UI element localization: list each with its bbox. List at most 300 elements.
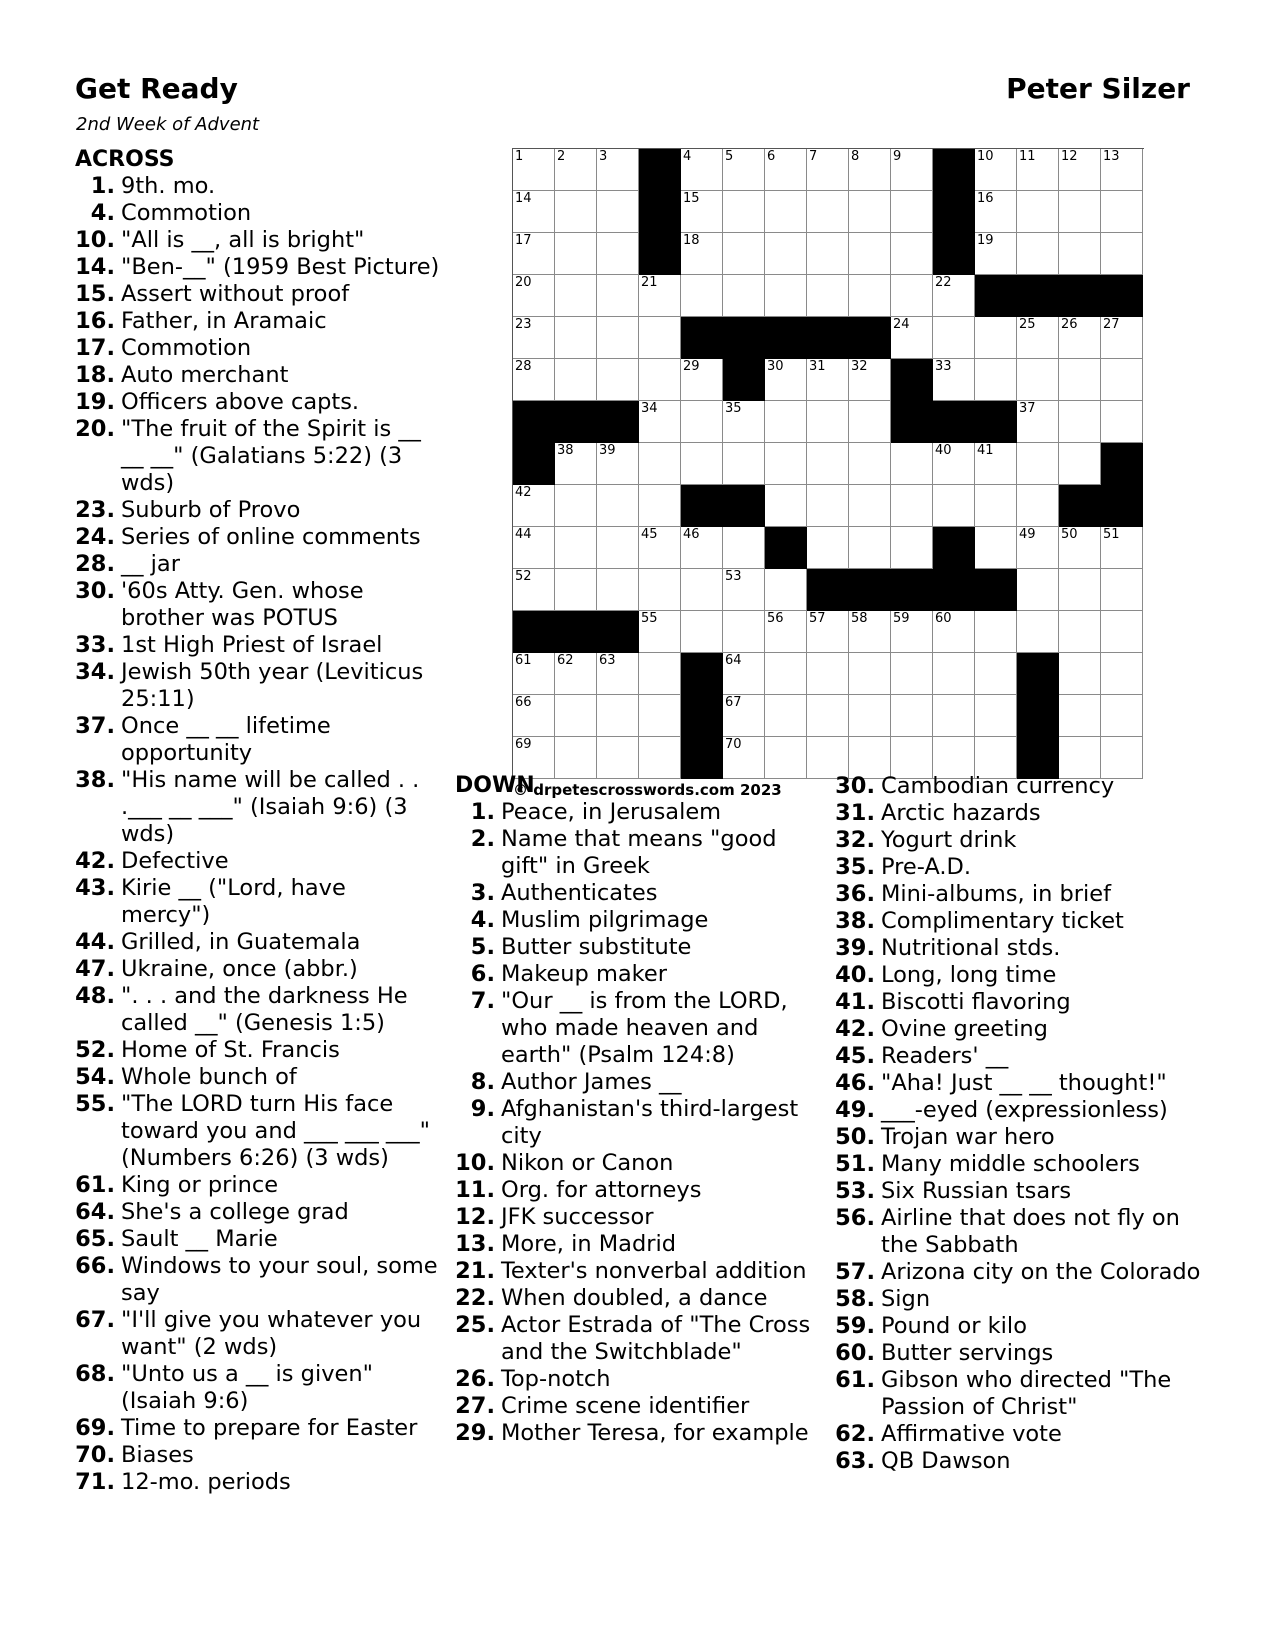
clue [75, 1469, 440, 1496]
grid-cell[interactable] [639, 443, 681, 485]
black-square [975, 275, 1017, 317]
grid-cell[interactable] [765, 359, 807, 401]
grid-cell[interactable] [723, 233, 765, 275]
grid-cell[interactable] [1017, 317, 1059, 359]
black-square [1017, 653, 1059, 695]
grid-cell[interactable] [849, 485, 891, 527]
grid-cell[interactable] [849, 233, 891, 275]
clue [835, 989, 1210, 1016]
grid-cell[interactable] [1017, 191, 1059, 233]
cell-number: 63 [599, 653, 616, 668]
grid-cell[interactable] [681, 359, 723, 401]
grid-cell[interactable] [1101, 359, 1143, 401]
grid-cell[interactable] [1059, 611, 1101, 653]
clue-number: 20. [75, 416, 115, 442]
cell-number: 29 [683, 359, 700, 374]
grid-cell[interactable] [555, 569, 597, 611]
cell-number: 52 [515, 569, 532, 584]
grid-cell[interactable] [891, 443, 933, 485]
clue-number: 50. [835, 1124, 875, 1150]
clue-number: 45. [835, 1043, 875, 1069]
grid-cell[interactable] [1017, 443, 1059, 485]
grid-cell[interactable] [1101, 653, 1143, 695]
clue [835, 1097, 1210, 1124]
grid-cell[interactable] [597, 653, 639, 695]
grid-cell[interactable] [555, 275, 597, 317]
clue-number: 71. [75, 1469, 115, 1495]
cell-number: 19 [977, 233, 994, 248]
grid-cell[interactable] [1017, 485, 1059, 527]
grid-cell[interactable] [723, 149, 765, 191]
clue-text: Actor Estrada of "The Cross and the Switchblade" [501, 1312, 811, 1365]
grid-cell[interactable] [639, 317, 681, 359]
clue-number: 36. [835, 881, 875, 907]
grid-cell[interactable] [765, 443, 807, 485]
clue-number: 31. [835, 800, 875, 826]
grid-cell[interactable] [639, 653, 681, 695]
clue-number: 18. [75, 362, 115, 388]
clue [835, 1367, 1210, 1421]
black-square [1059, 275, 1101, 317]
grid-cell[interactable] [723, 527, 765, 569]
grid-cell[interactable] [597, 443, 639, 485]
grid-cell[interactable] [765, 569, 807, 611]
clue-number: 62. [835, 1421, 875, 1447]
clue-text: "The fruit of the Spirit is __ __ __" (Galatians 5:22) (3 wds) [121, 416, 421, 496]
grid-cell[interactable] [681, 191, 723, 233]
grid-cell[interactable] [513, 359, 555, 401]
cell-number: 55 [641, 611, 658, 626]
grid-cell[interactable] [681, 275, 723, 317]
black-square [555, 401, 597, 443]
cell-number: 10 [977, 149, 994, 164]
grid-cell[interactable] [723, 275, 765, 317]
grid-cell[interactable] [933, 653, 975, 695]
black-square [1101, 485, 1143, 527]
grid-cell[interactable] [1101, 695, 1143, 737]
grid-cell[interactable] [849, 191, 891, 233]
cell-number: 14 [515, 191, 532, 206]
grid-cell[interactable] [1059, 569, 1101, 611]
grid-cell[interactable] [807, 149, 849, 191]
clue-text: King or prince [121, 1172, 279, 1198]
grid-cell[interactable] [639, 611, 681, 653]
grid-cell[interactable] [891, 527, 933, 569]
clue-text: Six Russian tsars [881, 1178, 1072, 1204]
clue-number: 42. [835, 1016, 875, 1042]
grid-cell[interactable] [681, 527, 723, 569]
black-square [1101, 275, 1143, 317]
grid-cell[interactable] [807, 275, 849, 317]
clue-number: 2. [470, 826, 495, 852]
black-square [513, 401, 555, 443]
grid-cell[interactable] [1101, 611, 1143, 653]
clue-number: 4. [470, 907, 495, 933]
copyright: © drpetescrosswords.com 2023 [513, 781, 782, 799]
grid-cell[interactable] [513, 485, 555, 527]
clue-number: 40. [835, 962, 875, 988]
grid-cell[interactable] [765, 695, 807, 737]
grid-cell[interactable] [1059, 527, 1101, 569]
clue [75, 713, 440, 767]
grid-cell[interactable] [849, 695, 891, 737]
grid-cell[interactable] [555, 485, 597, 527]
clue-text: Muslim pilgrimage [501, 907, 709, 933]
grid-cell[interactable] [597, 527, 639, 569]
grid-cell[interactable] [597, 191, 639, 233]
clue-text: Biscotti flavoring [881, 989, 1071, 1015]
clue [455, 988, 820, 1069]
black-square [555, 611, 597, 653]
grid-cell[interactable] [975, 653, 1017, 695]
clue-number: 17. [75, 335, 115, 361]
clue-text: Authenticates [501, 880, 658, 906]
clue [835, 1043, 1210, 1070]
grid-cell[interactable] [975, 191, 1017, 233]
grid-cell[interactable] [1101, 317, 1143, 359]
grid-cell[interactable] [933, 611, 975, 653]
grid-cell[interactable] [1017, 611, 1059, 653]
grid-cell[interactable] [597, 359, 639, 401]
clue [455, 1069, 820, 1096]
black-square [975, 401, 1017, 443]
clue [835, 962, 1210, 989]
grid-cell[interactable] [1101, 401, 1143, 443]
clue-number: 30. [835, 773, 875, 799]
clue-number: 61. [75, 1172, 115, 1198]
grid-cell[interactable] [555, 191, 597, 233]
grid-cell[interactable] [597, 569, 639, 611]
grid-cell[interactable] [807, 485, 849, 527]
grid-cell[interactable] [975, 527, 1017, 569]
clue-text: Kirie __ ("Lord, have mercy") [121, 875, 346, 928]
cell-number: 35 [725, 401, 742, 416]
clue-text: Commotion [121, 335, 252, 361]
grid-cell[interactable] [555, 317, 597, 359]
grid-cell[interactable] [975, 485, 1017, 527]
clue [835, 1259, 1210, 1286]
down-clues-continued [835, 773, 1210, 1475]
grid-cell[interactable] [723, 611, 765, 653]
grid-cell[interactable] [849, 401, 891, 443]
grid-cell[interactable] [891, 695, 933, 737]
clue [835, 1070, 1210, 1097]
grid-cell[interactable] [933, 443, 975, 485]
grid-cell[interactable] [639, 695, 681, 737]
clue-text: Name that means "good gift" in Greek [501, 826, 777, 879]
grid-cell[interactable] [765, 233, 807, 275]
clue [455, 1204, 820, 1231]
grid-cell[interactable] [1017, 401, 1059, 443]
clue-number: 5. [470, 934, 495, 960]
grid-cell[interactable] [1101, 527, 1143, 569]
cell-number: 64 [725, 653, 742, 668]
grid-cell[interactable] [1101, 569, 1143, 611]
clue-text: Windows to your soul, some say [121, 1253, 438, 1306]
grid-cell[interactable] [513, 695, 555, 737]
author-name: Peter Silzer [1006, 72, 1190, 105]
grid-cell[interactable] [1101, 233, 1143, 275]
clue-number: 24. [75, 524, 115, 550]
grid-cell[interactable] [723, 401, 765, 443]
grid-cell[interactable] [639, 485, 681, 527]
clue [75, 659, 440, 713]
grid-cell[interactable] [975, 359, 1017, 401]
grid-cell[interactable] [1017, 149, 1059, 191]
clue-text: ". . . and the darkness He called __" (Genesis 1:5) [121, 983, 408, 1036]
clue-number: 48. [75, 983, 115, 1009]
clue [75, 1037, 440, 1064]
grid-cell[interactable] [1059, 653, 1101, 695]
grid-cell[interactable] [1059, 149, 1101, 191]
clue-number: 25. [455, 1312, 495, 1338]
clue-text: Readers' __ [881, 1043, 1009, 1069]
grid-cell[interactable] [513, 653, 555, 695]
grid-cell[interactable] [933, 485, 975, 527]
clue [455, 1285, 820, 1312]
down-clue-list [455, 799, 820, 1447]
clue-text: Gibson who directed "The Passion of Christ" [881, 1367, 1172, 1420]
grid-cell[interactable] [681, 569, 723, 611]
clue-text: Butter servings [881, 1340, 1054, 1366]
grid-cell[interactable] [513, 233, 555, 275]
grid-cell[interactable] [1101, 191, 1143, 233]
grid-cell[interactable] [1059, 695, 1101, 737]
grid-cell[interactable] [975, 149, 1017, 191]
clue-text: Crime scene identifier [501, 1393, 750, 1419]
grid-cell[interactable] [597, 275, 639, 317]
clue [75, 308, 440, 335]
puzzle-title: Get Ready [75, 72, 238, 105]
clue [75, 389, 440, 416]
grid-cell[interactable] [513, 191, 555, 233]
grid-cell[interactable] [1017, 569, 1059, 611]
grid-cell[interactable] [1059, 359, 1101, 401]
grid-cell[interactable] [891, 149, 933, 191]
clue-text: Afghanistan's third-largest city [501, 1096, 799, 1149]
grid-cell[interactable] [723, 695, 765, 737]
black-square [513, 443, 555, 485]
grid-cell[interactable] [555, 443, 597, 485]
grid-cell[interactable] [807, 233, 849, 275]
grid-cell[interactable] [891, 611, 933, 653]
grid-cell[interactable] [1059, 317, 1101, 359]
grid-cell[interactable] [597, 317, 639, 359]
clue-number: 3. [470, 880, 495, 906]
black-square [891, 401, 933, 443]
grid-cell[interactable] [723, 569, 765, 611]
clue-text: "The LORD turn His face toward you and ___ ___ ___" (Numbers 6:26) (3 wds) [121, 1091, 430, 1171]
clue-text: Whole bunch of [121, 1064, 297, 1090]
clue-number: 26. [455, 1366, 495, 1392]
clue-number: 34. [75, 659, 115, 685]
grid-cell[interactable] [1017, 359, 1059, 401]
grid-cell[interactable] [891, 191, 933, 233]
grid-cell[interactable] [723, 653, 765, 695]
grid-cell[interactable] [639, 527, 681, 569]
grid-cell[interactable] [597, 149, 639, 191]
grid-cell[interactable] [891, 317, 933, 359]
clue [835, 1313, 1210, 1340]
grid-cell[interactable] [555, 149, 597, 191]
grid-cell[interactable] [597, 485, 639, 527]
grid-cell[interactable] [765, 191, 807, 233]
grid-cell[interactable] [891, 653, 933, 695]
clue [75, 524, 440, 551]
grid-cell[interactable] [1101, 149, 1143, 191]
clue-number: 61. [835, 1367, 875, 1393]
grid-cell[interactable] [639, 359, 681, 401]
clue-number: 1. [90, 173, 115, 199]
grid-cell[interactable] [765, 653, 807, 695]
clue-text: When doubled, a dance [501, 1285, 768, 1311]
grid-cell[interactable] [1059, 401, 1101, 443]
grid-cell[interactable] [891, 233, 933, 275]
grid-cell[interactable] [513, 569, 555, 611]
grid-cell[interactable] [891, 485, 933, 527]
grid-cell[interactable] [765, 485, 807, 527]
clue [835, 881, 1210, 908]
grid-cell[interactable] [807, 611, 849, 653]
grid-cell[interactable] [975, 233, 1017, 275]
clue [75, 848, 440, 875]
clue-text: She's a college grad [121, 1199, 349, 1225]
grid-cell[interactable] [765, 611, 807, 653]
clue-number: 10. [75, 227, 115, 253]
grid-cell[interactable] [765, 275, 807, 317]
grid-cell[interactable] [555, 359, 597, 401]
cell-number: 16 [977, 191, 994, 206]
grid-cell[interactable] [723, 191, 765, 233]
grid-cell[interactable] [681, 149, 723, 191]
grid-cell[interactable] [681, 611, 723, 653]
black-square [597, 401, 639, 443]
grid-cell[interactable] [639, 569, 681, 611]
clue [75, 632, 440, 659]
grid-cell[interactable] [597, 695, 639, 737]
grid-cell[interactable] [849, 275, 891, 317]
clue-number: 10. [455, 1150, 495, 1176]
grid-cell[interactable] [933, 359, 975, 401]
clue-text: Cambodian currency [881, 773, 1115, 799]
clue [75, 767, 440, 848]
grid-cell[interactable] [807, 527, 849, 569]
grid-cell[interactable] [933, 695, 975, 737]
clue [75, 200, 440, 227]
grid-cell[interactable] [681, 401, 723, 443]
clue-number: 38. [75, 767, 115, 793]
grid-cell[interactable] [807, 443, 849, 485]
clue-number: 70. [75, 1442, 115, 1468]
clue [75, 1361, 440, 1415]
clue-text: 1st High Priest of Israel [121, 632, 383, 658]
grid-cell[interactable] [933, 317, 975, 359]
grid-cell[interactable] [807, 401, 849, 443]
clue [75, 1442, 440, 1469]
grid-cell[interactable] [975, 611, 1017, 653]
grid-cell[interactable] [975, 317, 1017, 359]
cell-number: 57 [809, 611, 826, 626]
grid-cell[interactable] [513, 275, 555, 317]
clue-text: Butter substitute [501, 934, 692, 960]
black-square [807, 569, 849, 611]
clue-number: 32. [835, 827, 875, 853]
grid-cell[interactable] [849, 611, 891, 653]
clue [75, 254, 440, 281]
black-square [933, 401, 975, 443]
grid-cell[interactable] [849, 527, 891, 569]
grid-cell[interactable] [1017, 233, 1059, 275]
grid-cell[interactable] [849, 149, 891, 191]
clue-number: 8. [470, 1069, 495, 1095]
grid-cell[interactable] [807, 191, 849, 233]
clue-text: Defective [121, 848, 229, 874]
grid-cell[interactable] [513, 149, 555, 191]
clue-text: ___-eyed (expressionless) [881, 1097, 1168, 1123]
cell-number: 32 [851, 359, 868, 374]
clue-number: 46. [835, 1070, 875, 1096]
black-square [891, 569, 933, 611]
grid-cell[interactable] [513, 527, 555, 569]
grid-cell[interactable] [849, 359, 891, 401]
grid-cell[interactable] [555, 233, 597, 275]
clue-number: 59. [835, 1313, 875, 1339]
clue-text: Top-notch [501, 1366, 611, 1392]
grid-cell[interactable] [765, 401, 807, 443]
clue-text: Biases [121, 1442, 194, 1468]
grid-cell[interactable] [597, 233, 639, 275]
grid-cell[interactable] [513, 317, 555, 359]
clue [455, 826, 820, 880]
cell-number: 44 [515, 527, 532, 542]
grid-cell[interactable] [849, 653, 891, 695]
grid-cell[interactable] [849, 443, 891, 485]
grid-cell[interactable] [1059, 443, 1101, 485]
clue-number: 13. [455, 1231, 495, 1257]
black-square [681, 317, 723, 359]
grid-cell[interactable] [891, 275, 933, 317]
clue [455, 961, 820, 988]
grid-cell[interactable] [681, 233, 723, 275]
grid-cell[interactable] [555, 695, 597, 737]
down-heading: DOWN [455, 773, 535, 798]
grid-cell[interactable] [765, 149, 807, 191]
grid-cell[interactable] [807, 695, 849, 737]
grid-cell[interactable] [1059, 191, 1101, 233]
clue-number: 56. [835, 1205, 875, 1231]
grid-cell[interactable] [639, 401, 681, 443]
black-square [1059, 485, 1101, 527]
clue [455, 1312, 820, 1366]
clue [75, 281, 440, 308]
clue [75, 227, 440, 254]
grid-cell[interactable] [807, 653, 849, 695]
grid-cell[interactable] [723, 443, 765, 485]
grid-cell[interactable] [975, 695, 1017, 737]
grid-cell[interactable] [639, 275, 681, 317]
grid-cell[interactable] [975, 443, 1017, 485]
grid-cell[interactable] [681, 443, 723, 485]
black-square [933, 233, 975, 275]
grid-cell[interactable] [1059, 233, 1101, 275]
grid-cell[interactable] [807, 359, 849, 401]
grid-cell[interactable] [1017, 527, 1059, 569]
clue-number: 16. [75, 308, 115, 334]
clue [75, 956, 440, 983]
grid-cell[interactable] [555, 653, 597, 695]
grid-cell[interactable] [555, 527, 597, 569]
grid-cell[interactable] [933, 275, 975, 317]
